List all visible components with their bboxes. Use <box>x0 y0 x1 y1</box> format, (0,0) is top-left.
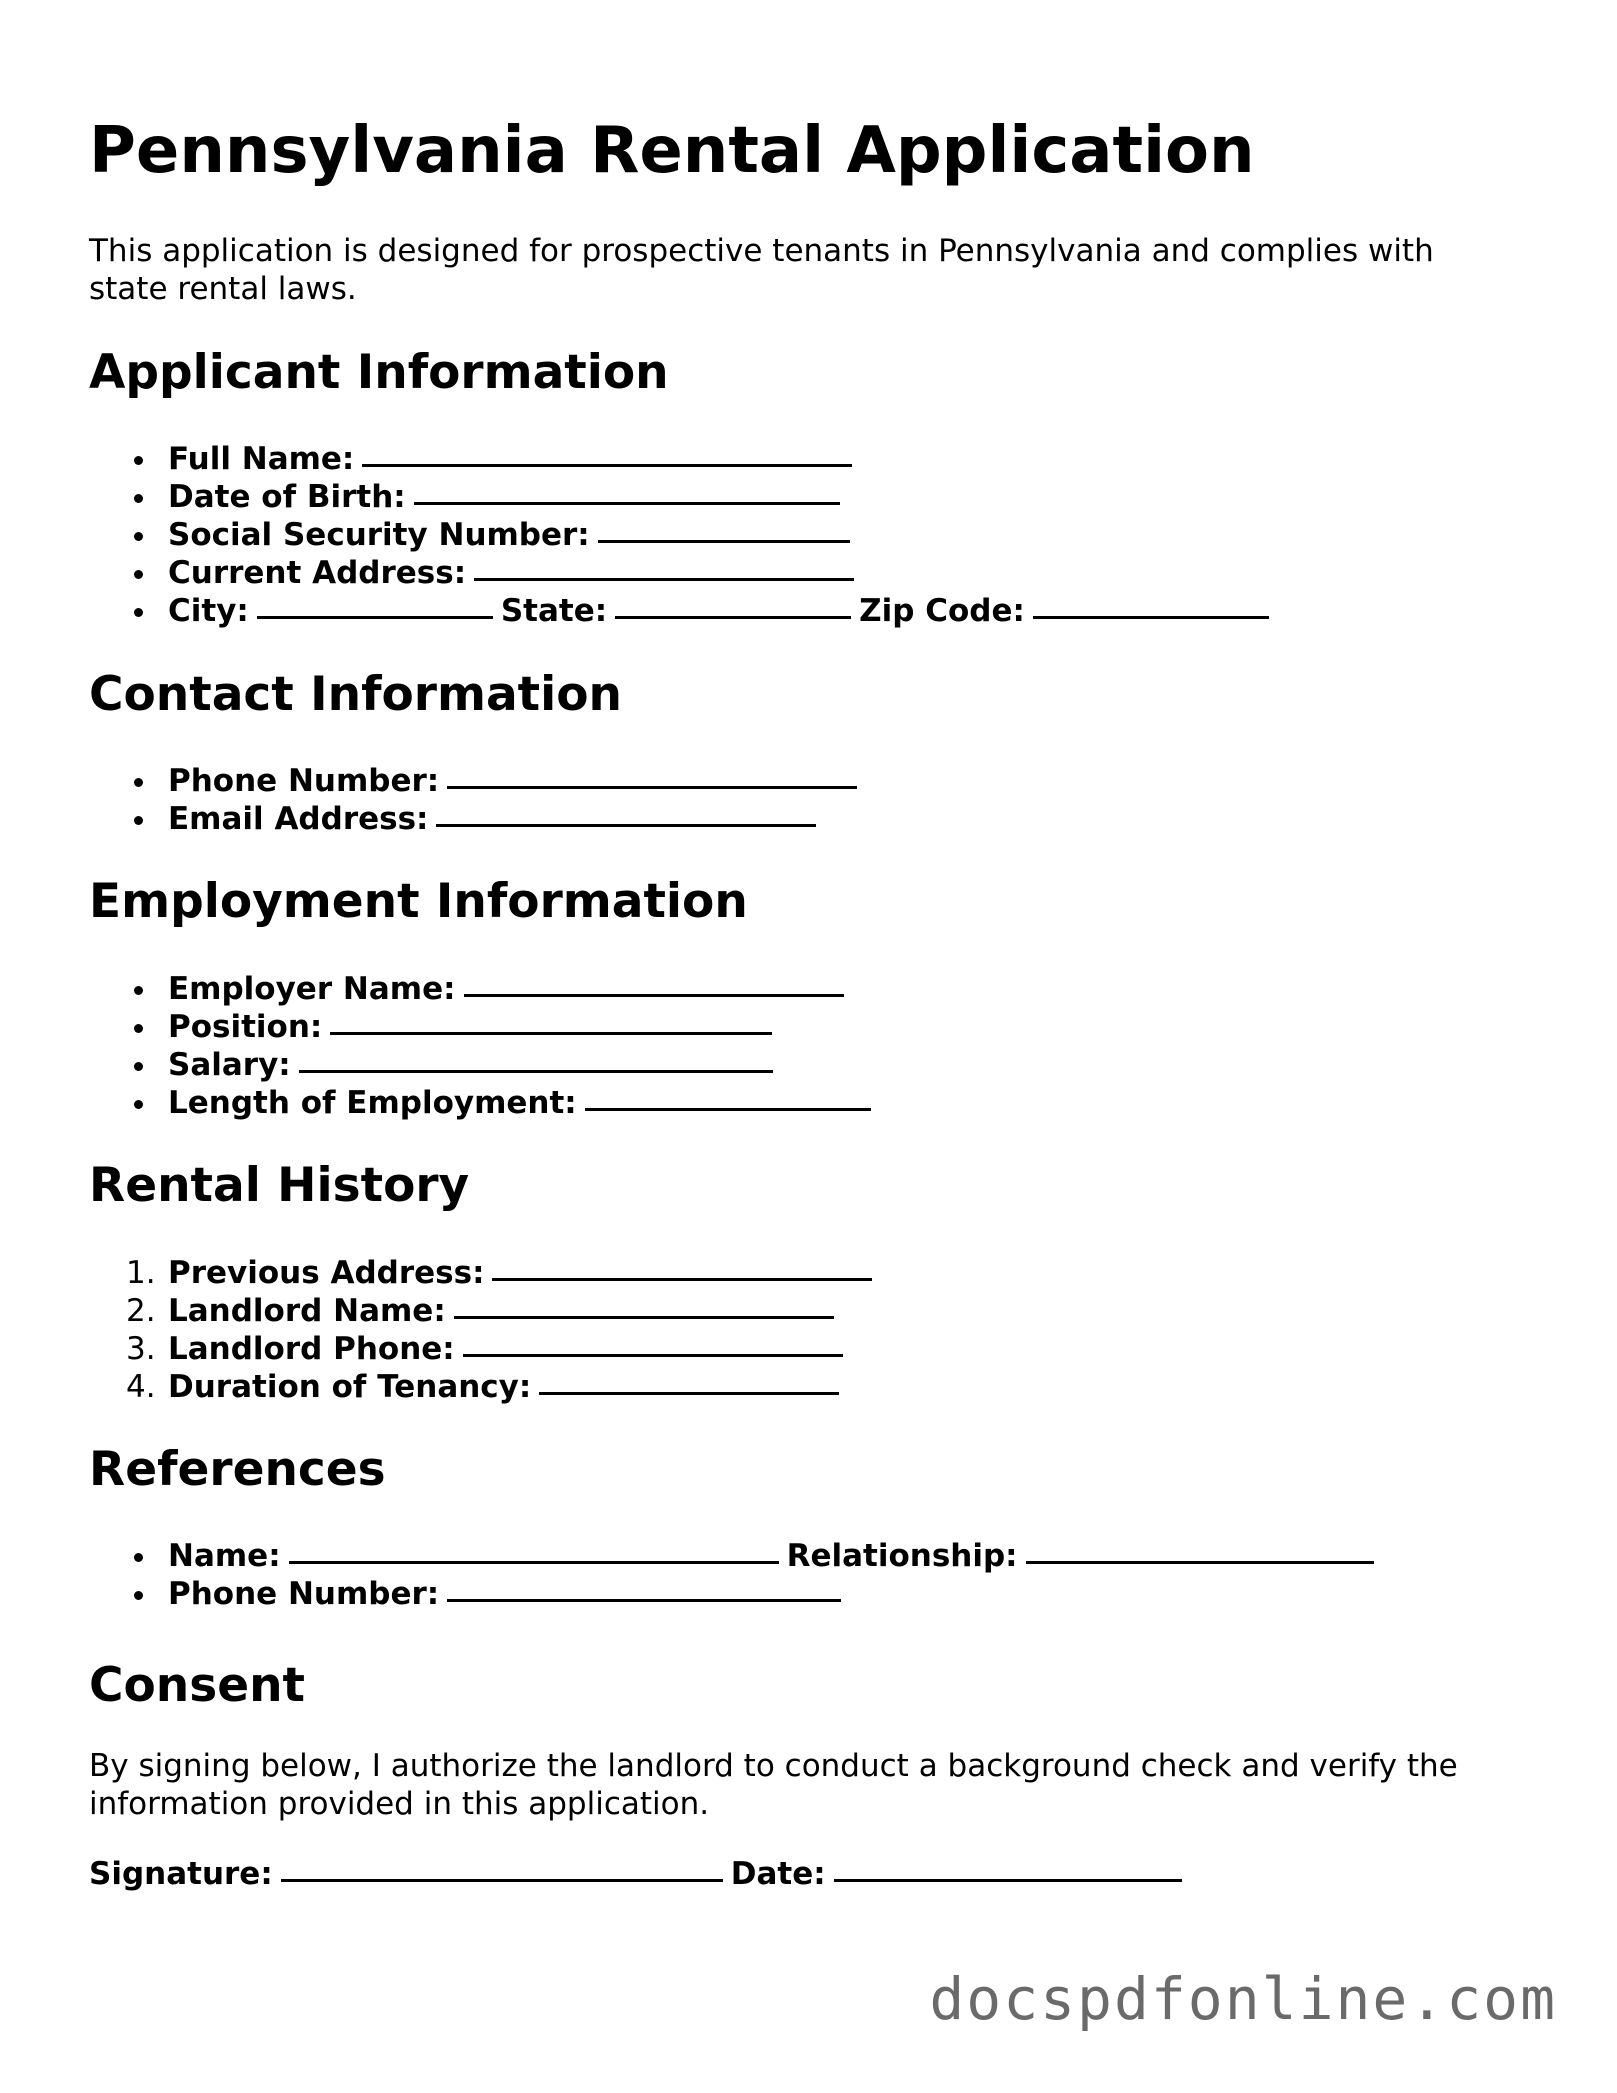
phone-field[interactable] <box>447 784 857 789</box>
list-item <box>89 1368 880 1406</box>
rental-history-list <box>89 1254 880 1406</box>
ssn-label: Social Security Number: <box>168 517 590 553</box>
position-label: Position: <box>168 1009 323 1045</box>
list-item <box>89 1330 880 1368</box>
length-field[interactable] <box>585 1106 871 1111</box>
full-name-field[interactable] <box>362 462 852 467</box>
zip-field[interactable] <box>1033 614 1269 619</box>
salary-label: Salary: <box>168 1047 291 1083</box>
employment-heading: Employment Information <box>89 874 748 929</box>
list-item <box>89 1254 880 1292</box>
previous-address-field[interactable] <box>492 1276 872 1281</box>
reference-name-label: Name: <box>168 1538 281 1574</box>
contact-heading: Contact Information <box>89 667 622 722</box>
email-label: Email Address: <box>168 801 429 837</box>
item-number: 2. <box>126 1293 156 1329</box>
employer-label: Employer Name: <box>168 971 456 1007</box>
date-field[interactable] <box>834 1877 1182 1882</box>
list-item <box>89 1008 879 1046</box>
intro-text: This application is designed for prospective tenants in Pennsylvania and complies with state rental laws. <box>89 233 1434 307</box>
references-heading: References <box>89 1442 386 1497</box>
watermark: docspdfonline.com <box>929 1965 1557 2033</box>
reference-phone-label: Phone Number: <box>168 1576 440 1612</box>
salary-field[interactable] <box>299 1068 773 1073</box>
landlord-name-field[interactable] <box>454 1314 834 1319</box>
state-label: State: <box>500 593 608 629</box>
list-item <box>89 1292 880 1330</box>
applicant-heading: Applicant Information <box>89 345 669 400</box>
relationship-field[interactable] <box>1026 1559 1374 1564</box>
length-label: Length of Employment: <box>168 1085 577 1121</box>
consent-heading: Consent <box>89 1658 306 1713</box>
duration-label: Duration of Tenancy: <box>168 1369 532 1405</box>
landlord-phone-field[interactable] <box>463 1352 843 1357</box>
relationship-label: Relationship: <box>786 1538 1018 1574</box>
list-item <box>89 516 1277 554</box>
list-item <box>89 440 1277 478</box>
signature-field[interactable] <box>281 1877 723 1882</box>
page-title: Pennsylvania Rental Application <box>89 114 1255 188</box>
signature-label: Signature: <box>89 1856 273 1892</box>
list-item <box>89 762 865 800</box>
consent-text: By signing below, I authorize the landlord to conduct a background check and verify the information provided in this application. <box>89 1748 1458 1822</box>
previous-address-label: Previous Address: <box>168 1255 485 1291</box>
list-item <box>89 970 879 1008</box>
current-address-label: Current Address: <box>168 555 467 591</box>
landlord-name-label: Landlord Name: <box>168 1293 446 1329</box>
email-field[interactable] <box>436 822 816 827</box>
date-label: Date: <box>730 1856 826 1892</box>
employer-field[interactable] <box>464 992 844 997</box>
zip-label: Zip Code: <box>859 593 1025 629</box>
phone-label: Phone Number: <box>168 763 440 799</box>
references-list <box>89 1537 1382 1613</box>
list-item <box>89 1084 879 1122</box>
dob-field[interactable] <box>414 500 840 505</box>
state-field[interactable] <box>615 614 851 619</box>
landlord-phone-label: Landlord Phone: <box>168 1331 455 1367</box>
item-number: 4. <box>126 1369 156 1405</box>
list-item <box>89 800 865 838</box>
list-item <box>89 554 1277 592</box>
list-item <box>89 1575 1382 1613</box>
item-number: 3. <box>126 1331 156 1367</box>
full-name-label: Full Name: <box>168 441 355 477</box>
list-item <box>89 478 1277 516</box>
reference-phone-field[interactable] <box>447 1597 841 1602</box>
ssn-field[interactable] <box>598 538 850 543</box>
current-address-field[interactable] <box>474 576 854 581</box>
position-field[interactable] <box>330 1030 772 1035</box>
list-item <box>89 1046 879 1084</box>
list-item <box>89 1537 1382 1575</box>
dob-label: Date of Birth: <box>168 479 406 515</box>
rental-history-heading: Rental History <box>89 1158 470 1213</box>
applicant-list <box>89 440 1277 630</box>
duration-field[interactable] <box>539 1390 839 1395</box>
city-label: City: <box>168 593 249 629</box>
reference-name-field[interactable] <box>289 1559 779 1564</box>
item-number: 1. <box>126 1255 156 1291</box>
city-field[interactable] <box>257 614 493 619</box>
employment-list <box>89 970 879 1122</box>
contact-list <box>89 762 865 838</box>
list-item <box>89 592 1277 630</box>
signature-line <box>89 1855 1190 1893</box>
